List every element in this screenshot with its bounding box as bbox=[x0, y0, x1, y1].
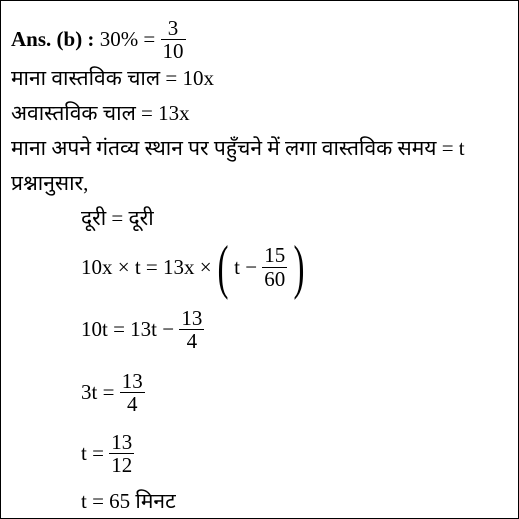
assume-time-line: माना अपने गंतव्य स्थान पर पहुँचने में लगा वास्तविक समय = t bbox=[11, 136, 465, 160]
left-paren: ( bbox=[217, 234, 229, 300]
equation-4-lhs: 3t = bbox=[81, 380, 115, 405]
answer-fraction bbox=[161, 17, 186, 62]
answer-denominator: 10 bbox=[162, 39, 184, 64]
equation-2-denominator: 60 bbox=[264, 266, 286, 291]
equation-2-inner: t − bbox=[234, 254, 258, 279]
equation-5-fraction bbox=[109, 431, 134, 476]
equation-4 bbox=[81, 370, 145, 415]
equation-5-numerator: 13 bbox=[111, 430, 133, 454]
distance-equation: दूरी = दूरी bbox=[81, 206, 154, 230]
as-per-question-line: प्रश्नानुसार, bbox=[11, 171, 89, 195]
equation-2-fraction bbox=[262, 244, 287, 289]
equation-2 bbox=[81, 234, 305, 300]
answer-lhs: 30% = bbox=[99, 27, 156, 52]
equation-4-denominator: 4 bbox=[126, 392, 138, 417]
unreal-speed-line: अवास्तविक चाल = 13x bbox=[11, 101, 190, 125]
right-paren: ) bbox=[293, 234, 305, 300]
equation-3-fraction bbox=[179, 307, 204, 352]
equation-2-numerator: 15 bbox=[264, 243, 286, 268]
answer-label: Ans. (b) : bbox=[11, 27, 95, 52]
equation-5 bbox=[81, 431, 134, 476]
equation-3-denominator: 4 bbox=[186, 329, 198, 354]
equation-2-lhs: 10x × t = 13x × bbox=[81, 254, 212, 279]
equation-4-numerator: 13 bbox=[121, 369, 143, 393]
equation-3-numerator: 13 bbox=[181, 306, 203, 330]
equation-5-denominator: 12 bbox=[111, 453, 133, 478]
equation-3-lhs: 10t = 13t − bbox=[81, 317, 175, 342]
answer-numerator: 3 bbox=[161, 17, 186, 40]
answer-line bbox=[11, 17, 186, 62]
equation-5-lhs: t = bbox=[81, 441, 104, 466]
equation-4-fraction bbox=[120, 370, 145, 415]
equation-3 bbox=[81, 307, 204, 352]
final-answer: t = 65 मिनट bbox=[81, 489, 176, 513]
real-speed-line: माना वास्तविक चाल = 10x bbox=[11, 66, 214, 90]
